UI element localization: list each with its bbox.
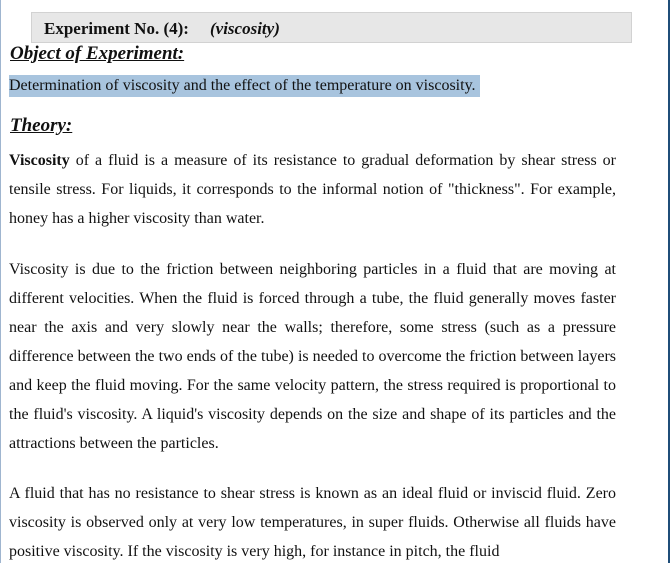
- experiment-number: Experiment No. (4):: [44, 19, 189, 38]
- viscosity-term: Viscosity: [9, 152, 70, 169]
- page-left-edge: [0, 0, 1, 563]
- object-heading: Object of Experiment:: [10, 43, 185, 64]
- theory-paragraph-2: Viscosity is due to the friction between neighboring particles in a fluid that are moving at different velocities. When the fluid is forced through a tube, the fluid generally moves faster near the axis and very slowly near the walls; therefore, some stress (such as a pressure difference between the two ends of the tube) is needed to overcome the friction between layers and keep the fluid moving. For the same velocity pattern, the stress required is proportional to the fluid's viscosity. A liquid's viscosity depends on the size and shape of its particles and the attractions between the particles.: [9, 261, 616, 452]
- theory-paragraph-1: [9, 146, 616, 233]
- experiment-name: (viscosity): [210, 19, 280, 38]
- paragraph-1-text: of a fluid is a measure of its resistance to gradual deformation by shear stress or tensile stress. For liquids, it corresponds to the informal notion of "thickness". For example, honey has a higher viscosity than water.: [9, 152, 616, 227]
- theory-heading: Theory:: [10, 115, 73, 136]
- theory-paragraph-3: A fluid that has no resistance to shear stress is known as an ideal fluid or inviscid fluid. Zero viscosity is observed only at very low temperatures, in super fluids. Otherwise all fluids have positive viscosity. If the viscosity is very high, for instance in pitch, the fluid: [9, 485, 616, 560]
- experiment-header: [31, 12, 632, 43]
- object-text[interactable]: Determination of viscosity and the effect of the temperature on viscosity.: [9, 75, 480, 97]
